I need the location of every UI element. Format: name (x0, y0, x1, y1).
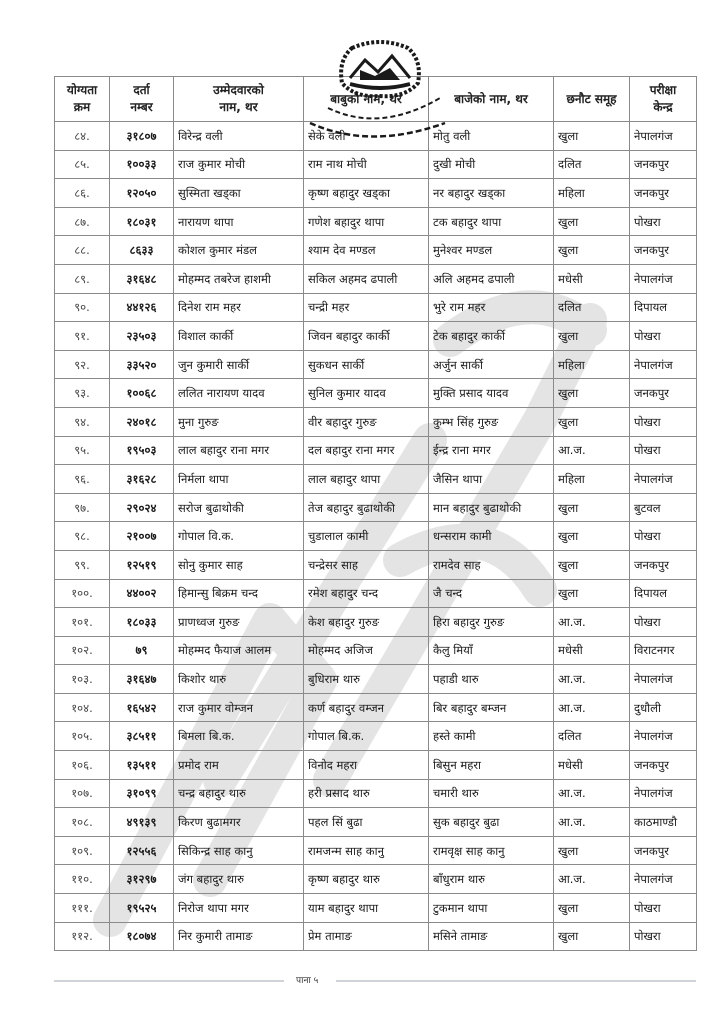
cell-exam-center: पोखरा (630, 436, 697, 465)
cell-selection-group: खुला (554, 236, 630, 265)
cell-registration-number: ३१०९९ (110, 779, 174, 808)
cell-father-name: राम नाथ मोची (304, 150, 429, 179)
cell-exam-center: पोखरा (630, 922, 697, 951)
table-row (55, 122, 697, 151)
cell-registration-number: १८०३१ (110, 207, 174, 236)
cell-registration-number: ४४१२६ (110, 293, 174, 322)
cell-candidate-name: प्रमोद राम (174, 751, 304, 780)
cell-registration-number: १००६८ (110, 379, 174, 408)
cell-father-name: चुडालाल कामी (304, 522, 429, 551)
cell-father-name: हरी प्रसाद थारु (304, 779, 429, 808)
cell-father-name: रामजन्म साह कानु (304, 836, 429, 865)
cell-rank: ८७. (55, 207, 110, 236)
table-row (55, 865, 697, 894)
cell-registration-number: १२०५० (110, 179, 174, 208)
cell-selection-group: आ.ज. (554, 665, 630, 694)
table-row (55, 493, 697, 522)
cell-rank: ९७. (55, 493, 110, 522)
cell-selection-group: आ.ज. (554, 808, 630, 837)
column-header-candidate-name (174, 77, 304, 122)
cell-grandfather-name: मोतु वली (429, 122, 554, 151)
cell-father-name: चन्द्री महर (304, 293, 429, 322)
cell-rank: ९५. (55, 436, 110, 465)
cell-exam-center: दिपायल (630, 293, 697, 322)
cell-candidate-name: किशोर थारु (174, 665, 304, 694)
table-body (55, 122, 697, 951)
cell-grandfather-name: टेक बहादुर कार्की (429, 322, 554, 351)
cell-selection-group: महिला (554, 465, 630, 494)
cell-father-name: मोहम्मद अजिज (304, 636, 429, 665)
cell-grandfather-name: ईन्द्र राना मगर (429, 436, 554, 465)
cell-grandfather-name: मुक्ति प्रसाद यादव (429, 379, 554, 408)
cell-father-name: सुकधन सार्की (304, 350, 429, 379)
footer-divider (54, 980, 284, 982)
column-header-text: बाजेको नाम, थर (454, 91, 528, 106)
cell-candidate-name: जुन कुमारी सार्की (174, 350, 304, 379)
cell-registration-number: १८०७४ (110, 922, 174, 951)
cell-grandfather-name: रामदेव साह (429, 550, 554, 579)
cell-grandfather-name: बिसुन महरा (429, 751, 554, 780)
cell-candidate-name: सरोज बुढाथोकी (174, 493, 304, 522)
table-row (55, 636, 697, 665)
cell-grandfather-name: दुखी मोची (429, 150, 554, 179)
footer-divider (336, 980, 696, 982)
cell-exam-center: नेपालगंज (630, 465, 697, 494)
table-header-row (55, 77, 697, 122)
cell-father-name: पहल सिं बुढा (304, 808, 429, 837)
column-header-registration-number (110, 77, 174, 122)
cell-candidate-name: जंग बहादुर थारु (174, 865, 304, 894)
cell-registration-number: १८०३३ (110, 608, 174, 637)
cell-rank: १११. (55, 894, 110, 923)
cell-grandfather-name: रामवृक्ष साह कानु (429, 836, 554, 865)
cell-registration-number: १९५२५ (110, 894, 174, 923)
cell-selection-group: खुला (554, 379, 630, 408)
cell-grandfather-name: कैलु मियाँ (429, 636, 554, 665)
cell-registration-number: ३१२९७ (110, 865, 174, 894)
column-header-exam-center (630, 77, 697, 122)
cell-candidate-name: कोशल कुमार मंडल (174, 236, 304, 265)
table-row (55, 150, 697, 179)
cell-exam-center: पोखरा (630, 522, 697, 551)
cell-selection-group: महिला (554, 179, 630, 208)
cell-registration-number: १३५११ (110, 751, 174, 780)
cell-exam-center: जनकपुर (630, 179, 697, 208)
cell-grandfather-name: नर बहादुर खड्का (429, 179, 554, 208)
cell-father-name: गोपाल बि.क. (304, 722, 429, 751)
cell-registration-number: १००३३ (110, 150, 174, 179)
page-number: पाना ५ (296, 976, 319, 986)
column-header-text: परीक्षा (649, 83, 677, 97)
cell-selection-group: आ.ज. (554, 865, 630, 894)
cell-registration-number: ४९१३९ (110, 808, 174, 837)
cell-grandfather-name: मान बहादुर बुढाथोकी (429, 493, 554, 522)
column-header-text: छनौट समूह (566, 91, 617, 106)
cell-father-name: कृष्ण बहादुर खड्का (304, 179, 429, 208)
cell-grandfather-name: चमारी थारु (429, 779, 554, 808)
cell-grandfather-name: जै चन्द (429, 579, 554, 608)
results-table (54, 76, 697, 951)
cell-grandfather-name: हिरा बहादुर गुरुङ (429, 608, 554, 637)
cell-father-name: लाल बहादुर थापा (304, 465, 429, 494)
cell-father-name: जिवन बहादुर कार्की (304, 322, 429, 351)
cell-rank: ९८. (55, 522, 110, 551)
cell-father-name: तेज बहादुर बुढाथोकी (304, 493, 429, 522)
cell-selection-group: मधेसी (554, 751, 630, 780)
cell-rank: १०७. (55, 779, 110, 808)
page-footer (54, 973, 696, 987)
cell-exam-center: नेपालगंज (630, 264, 697, 293)
table-row (55, 407, 697, 436)
cell-grandfather-name: अलि अहमद ढपाली (429, 264, 554, 293)
cell-selection-group: दलित (554, 722, 630, 751)
cell-candidate-name: किरण बुढामगर (174, 808, 304, 837)
cell-candidate-name: ललित नारायण यादव (174, 379, 304, 408)
cell-rank: ९९. (55, 550, 110, 579)
cell-selection-group: खुला (554, 522, 630, 551)
cell-rank: ८४. (55, 122, 110, 151)
cell-father-name: कृष्ण बहादुर थारु (304, 865, 429, 894)
cell-candidate-name: हिमान्सु बिक्रम चन्द (174, 579, 304, 608)
column-header-grandfather-name (429, 77, 554, 122)
table-row (55, 693, 697, 722)
cell-registration-number: ८६३३ (110, 236, 174, 265)
cell-selection-group: खुला (554, 579, 630, 608)
cell-father-name: केश बहादुर गुरुङ (304, 608, 429, 637)
cell-grandfather-name: टुकमान थापा (429, 894, 554, 923)
cell-candidate-name: सुस्मिता खड्का (174, 179, 304, 208)
cell-candidate-name: मुना गुरुङ (174, 407, 304, 436)
cell-selection-group: महिला (554, 350, 630, 379)
table-row (55, 379, 697, 408)
cell-selection-group: खुला (554, 550, 630, 579)
cell-grandfather-name: कुम्भ सिंह गुरुङ (429, 407, 554, 436)
table-row (55, 465, 697, 494)
cell-exam-center: जनकपुर (630, 150, 697, 179)
cell-grandfather-name: भुरे राम महर (429, 293, 554, 322)
cell-candidate-name: मोहम्मद तबरेज हाशमी (174, 264, 304, 293)
cell-selection-group: खुला (554, 122, 630, 151)
cell-rank: ९४. (55, 407, 110, 436)
cell-exam-center: काठमाण्डौ (630, 808, 697, 837)
cell-registration-number: ७९ (110, 636, 174, 665)
cell-candidate-name: बिमला बि.क. (174, 722, 304, 751)
table-row (55, 322, 697, 351)
cell-exam-center: दिपायल (630, 579, 697, 608)
cell-registration-number: ४४००२ (110, 579, 174, 608)
table-row (55, 293, 697, 322)
cell-candidate-name: मोहम्मद फैयाज आलम (174, 636, 304, 665)
cell-exam-center: पोखरा (630, 322, 697, 351)
cell-candidate-name: राज कुमार वोम्जन (174, 693, 304, 722)
cell-selection-group: खुला (554, 922, 630, 951)
cell-registration-number: ३१८०७ (110, 122, 174, 151)
cell-grandfather-name: पहाडी थारु (429, 665, 554, 694)
cell-rank: ११२. (55, 922, 110, 951)
cell-selection-group: मधेसी (554, 264, 630, 293)
cell-father-name: प्रेम तामाङ (304, 922, 429, 951)
table-row (55, 207, 697, 236)
cell-candidate-name: निर्मला थापा (174, 465, 304, 494)
column-header-selection-group (554, 77, 630, 122)
cell-rank: १०२. (55, 636, 110, 665)
table-row (55, 751, 697, 780)
cell-rank: १०१. (55, 608, 110, 637)
column-header-father-name (304, 77, 429, 122)
cell-candidate-name: दिनेश राम महर (174, 293, 304, 322)
cell-exam-center: नेपालगंज (630, 779, 697, 808)
cell-rank: १०४. (55, 693, 110, 722)
cell-registration-number: २९०२४ (110, 493, 174, 522)
column-header-text: क्रम (73, 100, 91, 114)
cell-registration-number: २१००७ (110, 522, 174, 551)
cell-candidate-name: सोनु कुमार साह (174, 550, 304, 579)
column-header-text: योग्यता (66, 83, 98, 97)
cell-selection-group: दलित (554, 293, 630, 322)
cell-father-name: गणेश बहादुर थापा (304, 207, 429, 236)
cell-exam-center: पोखरा (630, 608, 697, 637)
cell-rank: ८५. (55, 150, 110, 179)
cell-selection-group: मधेसी (554, 636, 630, 665)
table-row (55, 350, 697, 379)
cell-exam-center: नेपालगंज (630, 350, 697, 379)
cell-candidate-name: सिकिन्द्र साह कानु (174, 836, 304, 865)
cell-candidate-name: राज कुमार मोची (174, 150, 304, 179)
cell-selection-group: आ.ज. (554, 693, 630, 722)
cell-registration-number: ३१६२८ (110, 465, 174, 494)
cell-rank: १०५. (55, 722, 110, 751)
column-header-text: उम्मेदवारको (213, 83, 264, 97)
cell-selection-group: आ.ज. (554, 436, 630, 465)
cell-registration-number: २३५०३ (110, 322, 174, 351)
cell-candidate-name: गोपाल वि.क. (174, 522, 304, 551)
table-row (55, 550, 697, 579)
cell-grandfather-name: टक बहादुर थापा (429, 207, 554, 236)
column-header-text: नाम, थर (219, 100, 258, 114)
cell-grandfather-name: बिर बहादुर बम्जन (429, 693, 554, 722)
cell-grandfather-name: हस्ते कामी (429, 722, 554, 751)
cell-registration-number: १२५१९ (110, 550, 174, 579)
cell-exam-center: विराटनगर (630, 636, 697, 665)
cell-grandfather-name: सुक बहादुर बुढा (429, 808, 554, 837)
cell-exam-center: दुधौली (630, 693, 697, 722)
cell-selection-group: खुला (554, 322, 630, 351)
table-row (55, 779, 697, 808)
cell-exam-center: बुटवल (630, 493, 697, 522)
cell-rank: ९३. (55, 379, 110, 408)
cell-father-name: वीर बहादुर गुरुङ (304, 407, 429, 436)
cell-rank: ११०. (55, 865, 110, 894)
cell-rank: ८८. (55, 236, 110, 265)
cell-exam-center: जनकपुर (630, 550, 697, 579)
cell-rank: ८६. (55, 179, 110, 208)
cell-exam-center: जनकपुर (630, 236, 697, 265)
column-header-text: केन्द्र (653, 100, 673, 114)
cell-selection-group: खुला (554, 894, 630, 923)
cell-exam-center: नेपालगंज (630, 665, 697, 694)
table-row (55, 236, 697, 265)
table-row (55, 836, 697, 865)
cell-registration-number: १९५०३ (110, 436, 174, 465)
cell-father-name: विनोद महरा (304, 751, 429, 780)
cell-rank: १०८. (55, 808, 110, 837)
cell-rank: ९६. (55, 465, 110, 494)
cell-exam-center: जनकपुर (630, 379, 697, 408)
cell-father-name: याम बहादुर थापा (304, 894, 429, 923)
cell-candidate-name: निरोज थापा मगर (174, 894, 304, 923)
cell-rank: ८९. (55, 264, 110, 293)
cell-exam-center: नेपालगंज (630, 122, 697, 151)
table-row (55, 522, 697, 551)
cell-registration-number: १२५५६ (110, 836, 174, 865)
cell-rank: १०३. (55, 665, 110, 694)
column-header-text: बाबुको नाम, थर (330, 91, 402, 106)
cell-candidate-name: विशाल कार्की (174, 322, 304, 351)
cell-father-name: बुधिराम थारु (304, 665, 429, 694)
table-row (55, 722, 697, 751)
table-row (55, 436, 697, 465)
cell-registration-number: १६५४२ (110, 693, 174, 722)
cell-rank: १०९. (55, 836, 110, 865)
cell-rank: ९०. (55, 293, 110, 322)
table-row (55, 808, 697, 837)
column-header-text: दर्ता (133, 83, 150, 97)
cell-selection-group: खुला (554, 836, 630, 865)
table-row (55, 179, 697, 208)
cell-grandfather-name: मुनेश्वर मण्डल (429, 236, 554, 265)
table-row (55, 264, 697, 293)
cell-registration-number: ३१६४७ (110, 665, 174, 694)
cell-exam-center: पोखरा (630, 894, 697, 923)
cell-father-name: रमेश बहादुर चन्द (304, 579, 429, 608)
cell-grandfather-name: धन्सराम कामी (429, 522, 554, 551)
cell-grandfather-name: जैसिन थापा (429, 465, 554, 494)
cell-selection-group: खुला (554, 407, 630, 436)
table-row (55, 579, 697, 608)
cell-candidate-name: विरेन्द्र वली (174, 122, 304, 151)
cell-exam-center: नेपालगंज (630, 722, 697, 751)
cell-candidate-name: प्राणध्वज गुरुङ (174, 608, 304, 637)
column-header-text: नम्बर (130, 100, 153, 114)
cell-rank: ९१. (55, 322, 110, 351)
column-header-rank (55, 77, 110, 122)
table-row (55, 894, 697, 923)
cell-father-name: सेके वली (304, 122, 429, 151)
cell-selection-group: दलित (554, 150, 630, 179)
cell-father-name: चन्द्रेसर साह (304, 550, 429, 579)
cell-registration-number: ३८५११ (110, 722, 174, 751)
cell-grandfather-name: बाँधुराम थारु (429, 865, 554, 894)
cell-father-name: सकिल अहमद ढपाली (304, 264, 429, 293)
cell-exam-center: जनकपुर (630, 836, 697, 865)
cell-father-name: दल बहादुर राना मगर (304, 436, 429, 465)
cell-selection-group: खुला (554, 207, 630, 236)
cell-rank: ९२. (55, 350, 110, 379)
table-row (55, 922, 697, 951)
cell-candidate-name: नारायण थापा (174, 207, 304, 236)
cell-candidate-name: लाल बहादुर राना मगर (174, 436, 304, 465)
cell-candidate-name: चन्द्र बहादुर थारु (174, 779, 304, 808)
cell-father-name: कर्ण बहादुर वम्जन (304, 693, 429, 722)
cell-selection-group: आ.ज. (554, 608, 630, 637)
cell-father-name: श्याम देव मण्डल (304, 236, 429, 265)
cell-rank: १००. (55, 579, 110, 608)
cell-registration-number: २४०१८ (110, 407, 174, 436)
table-row (55, 665, 697, 694)
cell-exam-center: पोखरा (630, 407, 697, 436)
cell-father-name: सुनिल कुमार यादव (304, 379, 429, 408)
cell-grandfather-name: मसिने तामाङ (429, 922, 554, 951)
cell-grandfather-name: अर्जुन सार्की (429, 350, 554, 379)
cell-selection-group: खुला (554, 493, 630, 522)
cell-exam-center: नेपालगंज (630, 865, 697, 894)
cell-registration-number: ३३५२० (110, 350, 174, 379)
cell-candidate-name: निर कुमारी तामाङ (174, 922, 304, 951)
cell-rank: १०६. (55, 751, 110, 780)
cell-exam-center: जनकपुर (630, 751, 697, 780)
table-row (55, 608, 697, 637)
cell-selection-group: आ.ज. (554, 779, 630, 808)
cell-exam-center: पोखरा (630, 207, 697, 236)
cell-registration-number: ३१६४८ (110, 264, 174, 293)
